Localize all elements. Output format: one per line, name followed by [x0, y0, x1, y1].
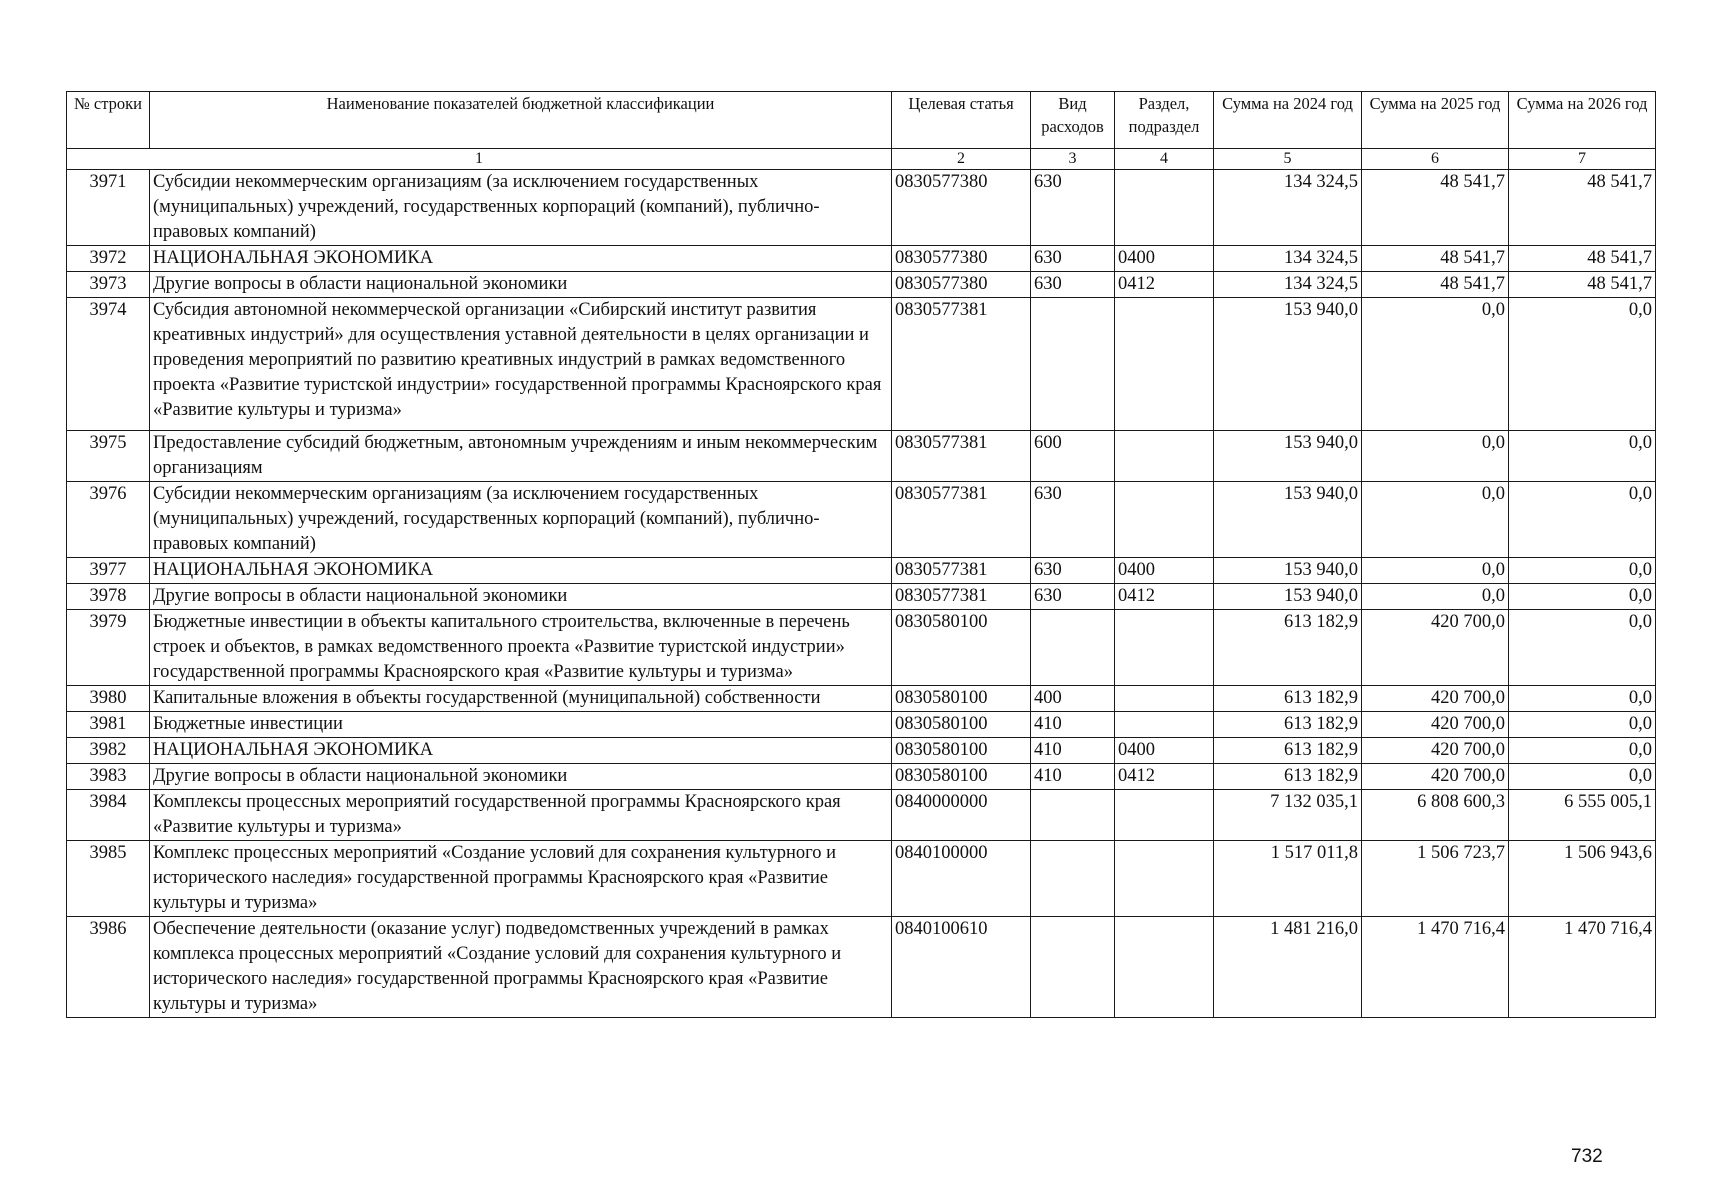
sum-2026-cell: 48 541,7 [1509, 170, 1656, 246]
section-cell: 0412 [1115, 584, 1214, 610]
row-number-cell: 3972 [67, 246, 150, 272]
sum-2024-cell: 7 132 035,1 [1214, 790, 1362, 841]
row-number-cell: 3973 [67, 272, 150, 298]
sum-2026-cell: 0,0 [1509, 558, 1656, 584]
indicator-name-cell: Комплексы процессных мероприятий государственной программы Красноярского края «Развитие культуры и туризма» [150, 790, 892, 841]
section-cell: 0400 [1115, 246, 1214, 272]
indicator-name-cell: Комплекс процессных мероприятий «Создание условий для сохранения культурного и исторического наследия» государственной программы Красноярского края «Развитие культуры и туризма» [150, 841, 892, 917]
sum-2024-cell: 613 182,9 [1214, 738, 1362, 764]
sum-2024-cell: 1 517 011,8 [1214, 841, 1362, 917]
column-number-7: 7 [1509, 149, 1656, 170]
row-number-cell: 3978 [67, 584, 150, 610]
sum-2024-cell: 1 481 216,0 [1214, 917, 1362, 1018]
sum-2025-cell: 1 506 723,7 [1362, 841, 1509, 917]
row-number-cell: 3981 [67, 712, 150, 738]
sum-2026-cell: 0,0 [1509, 610, 1656, 686]
section-cell: 0412 [1115, 764, 1214, 790]
column-number-4: 4 [1115, 149, 1214, 170]
indicator-name-cell: Субсидии некоммерческим организациям (за исключением государственных (муниципальных) учреждений, государственных корпораций (компаний), публично-правовых компаний) [150, 482, 892, 558]
table-row [67, 764, 1656, 790]
indicator-name-cell: Обеспечение деятельности (оказание услуг) подведомственных учреждений в рамках комплекса процессных мероприятий «Создание условий для сохранения культурного и исторического наследия» государственной программы Красноярского края «Развитие культуры и туризма» [150, 917, 892, 1018]
indicator-name-cell: Бюджетные инвестиции [150, 712, 892, 738]
row-number-cell: 3983 [67, 764, 150, 790]
section-cell [1115, 686, 1214, 712]
sum-2026-cell: 0,0 [1509, 686, 1656, 712]
section-cell [1115, 482, 1214, 558]
indicator-name-cell: Другие вопросы в области национальной экономики [150, 764, 892, 790]
column-number-3: 3 [1031, 149, 1115, 170]
table-row [67, 712, 1656, 738]
target-article-cell: 0840100610 [892, 917, 1031, 1018]
header-name: Наименование показателей бюджетной классификации [150, 92, 892, 149]
sum-2024-cell: 134 324,5 [1214, 170, 1362, 246]
sum-2024-cell: 153 940,0 [1214, 482, 1362, 558]
row-number-cell: 3975 [67, 431, 150, 482]
table-row [67, 917, 1656, 1018]
sum-2026-cell: 0,0 [1509, 584, 1656, 610]
table-row [67, 298, 1656, 431]
indicator-name-cell: НАЦИОНАЛЬНАЯ ЭКОНОМИКА [150, 558, 892, 584]
sum-2024-cell: 613 182,9 [1214, 712, 1362, 738]
table-row [67, 841, 1656, 917]
sum-2025-cell: 0,0 [1362, 482, 1509, 558]
header-sum-2024: Сумма на 2024 год [1214, 92, 1362, 149]
row-number-cell: 3986 [67, 917, 150, 1018]
section-cell [1115, 431, 1214, 482]
sum-2025-cell: 0,0 [1362, 431, 1509, 482]
indicator-name-cell: Бюджетные инвестиции в объекты капитального строительства, включенные в перечень строек и объектов, в рамках ведомственного проекта «Развитие туристской индустрии» государственной программы Красноярского края «Развитие культуры и туризма» [150, 610, 892, 686]
section-cell [1115, 712, 1214, 738]
sum-2025-cell: 0,0 [1362, 298, 1509, 431]
target-article-cell: 0830577381 [892, 482, 1031, 558]
sum-2025-cell: 420 700,0 [1362, 764, 1509, 790]
sum-2024-cell: 613 182,9 [1214, 610, 1362, 686]
indicator-name-cell: Другие вопросы в области национальной экономики [150, 584, 892, 610]
column-number-1: 1 [67, 149, 892, 170]
expense-type-cell [1031, 790, 1115, 841]
expense-type-cell [1031, 841, 1115, 917]
target-article-cell: 0830580100 [892, 738, 1031, 764]
sum-2024-cell: 153 940,0 [1214, 298, 1362, 431]
expense-type-cell [1031, 298, 1115, 431]
table-row [67, 272, 1656, 298]
table-row [67, 790, 1656, 841]
target-article-cell: 0830577381 [892, 584, 1031, 610]
section-cell: 0400 [1115, 738, 1214, 764]
expense-type-cell [1031, 610, 1115, 686]
sum-2024-cell: 153 940,0 [1214, 431, 1362, 482]
expense-type-cell: 630 [1031, 558, 1115, 584]
section-cell [1115, 841, 1214, 917]
row-number-cell: 3976 [67, 482, 150, 558]
sum-2025-cell: 48 541,7 [1362, 272, 1509, 298]
sum-2026-cell: 0,0 [1509, 431, 1656, 482]
sum-2024-cell: 153 940,0 [1214, 558, 1362, 584]
row-number-cell: 3974 [67, 298, 150, 431]
expense-type-cell [1031, 917, 1115, 1018]
sum-2026-cell: 0,0 [1509, 738, 1656, 764]
target-article-cell: 0840000000 [892, 790, 1031, 841]
sum-2026-cell: 0,0 [1509, 764, 1656, 790]
table-row [67, 738, 1656, 764]
target-article-cell: 0830580100 [892, 610, 1031, 686]
sum-2024-cell: 134 324,5 [1214, 272, 1362, 298]
header-expense-type: Вид расходов [1031, 92, 1115, 149]
target-article-cell: 0830580100 [892, 764, 1031, 790]
target-article-cell: 0830577381 [892, 558, 1031, 584]
header-sum-2025: Сумма на 2025 год [1362, 92, 1509, 149]
sum-2025-cell: 420 700,0 [1362, 738, 1509, 764]
section-cell [1115, 170, 1214, 246]
section-cell [1115, 610, 1214, 686]
indicator-name-cell: НАЦИОНАЛЬНАЯ ЭКОНОМИКА [150, 246, 892, 272]
expense-type-cell: 410 [1031, 738, 1115, 764]
sum-2026-cell: 0,0 [1509, 298, 1656, 431]
sum-2025-cell: 1 470 716,4 [1362, 917, 1509, 1018]
header-row-number: № строки [67, 92, 150, 149]
target-article-cell: 0840100000 [892, 841, 1031, 917]
table-body [67, 170, 1656, 1018]
table-row [67, 584, 1656, 610]
target-article-cell: 0830580100 [892, 712, 1031, 738]
sum-2024-cell: 153 940,0 [1214, 584, 1362, 610]
indicator-name-cell: Субсидии некоммерческим организациям (за исключением государственных (муниципальных) учреждений, государственных корпораций (компаний), публично-правовых компаний) [150, 170, 892, 246]
table-row [67, 610, 1656, 686]
sum-2025-cell: 48 541,7 [1362, 170, 1509, 246]
indicator-name-cell: Предоставление субсидий бюджетным, автономным учреждениям и иным некоммерческим организациям [150, 431, 892, 482]
target-article-cell: 0830577380 [892, 170, 1031, 246]
table-row [67, 431, 1656, 482]
section-cell: 0412 [1115, 272, 1214, 298]
indicator-name-cell: НАЦИОНАЛЬНАЯ ЭКОНОМИКА [150, 738, 892, 764]
expense-type-cell: 600 [1031, 431, 1115, 482]
sum-2026-cell: 1 506 943,6 [1509, 841, 1656, 917]
row-number-cell: 3984 [67, 790, 150, 841]
row-number-cell: 3980 [67, 686, 150, 712]
table-row [67, 246, 1656, 272]
row-number-cell: 3977 [67, 558, 150, 584]
row-number-cell: 3985 [67, 841, 150, 917]
row-number-cell: 3982 [67, 738, 150, 764]
sum-2025-cell: 0,0 [1362, 558, 1509, 584]
sum-2026-cell: 1 470 716,4 [1509, 917, 1656, 1018]
expense-type-cell: 410 [1031, 712, 1115, 738]
sum-2024-cell: 134 324,5 [1214, 246, 1362, 272]
target-article-cell: 0830577380 [892, 246, 1031, 272]
sum-2025-cell: 420 700,0 [1362, 712, 1509, 738]
sum-2024-cell: 613 182,9 [1214, 686, 1362, 712]
sum-2026-cell: 0,0 [1509, 482, 1656, 558]
indicator-name-cell: Субсидия автономной некоммерческой организации «Сибирский институт развития креативных индустрий» для осуществления уставной деятельности в целях организации и проведения мероприятий по развитию креативных индустрий в рамках ведомственного проекта «Развитие туристской индустрии» государственной программы Красноярского края «Развитие культуры и туризма» [150, 298, 892, 431]
indicator-name-cell: Другие вопросы в области национальной экономики [150, 272, 892, 298]
expense-type-cell: 410 [1031, 764, 1115, 790]
row-number-cell: 3979 [67, 610, 150, 686]
section-cell [1115, 917, 1214, 1018]
target-article-cell: 0830577381 [892, 431, 1031, 482]
sum-2025-cell: 420 700,0 [1362, 610, 1509, 686]
sum-2025-cell: 0,0 [1362, 584, 1509, 610]
sum-2026-cell: 48 541,7 [1509, 272, 1656, 298]
header-section: Раздел, подраздел [1115, 92, 1214, 149]
sum-2026-cell: 6 555 005,1 [1509, 790, 1656, 841]
section-cell [1115, 298, 1214, 431]
header-sum-2026: Сумма на 2026 год [1509, 92, 1656, 149]
sum-2024-cell: 613 182,9 [1214, 764, 1362, 790]
indicator-name-cell: Капитальные вложения в объекты государственной (муниципальной) собственности [150, 686, 892, 712]
column-number-2: 2 [892, 149, 1031, 170]
expense-type-cell: 630 [1031, 482, 1115, 558]
expense-type-cell: 630 [1031, 272, 1115, 298]
expense-type-cell: 400 [1031, 686, 1115, 712]
table-row [67, 558, 1656, 584]
section-cell: 0400 [1115, 558, 1214, 584]
row-number-cell: 3971 [67, 170, 150, 246]
column-number-6: 6 [1362, 149, 1509, 170]
target-article-cell: 0830580100 [892, 686, 1031, 712]
expense-type-cell: 630 [1031, 170, 1115, 246]
sum-2025-cell: 6 808 600,3 [1362, 790, 1509, 841]
budget-table [66, 91, 1656, 1018]
target-article-cell: 0830577380 [892, 272, 1031, 298]
header-target-article: Целевая статья [892, 92, 1031, 149]
table-row [67, 170, 1656, 246]
column-number-5: 5 [1214, 149, 1362, 170]
expense-type-cell: 630 [1031, 584, 1115, 610]
sum-2025-cell: 420 700,0 [1362, 686, 1509, 712]
page-number: 732 [1571, 1146, 1603, 1167]
section-cell [1115, 790, 1214, 841]
sum-2026-cell: 0,0 [1509, 712, 1656, 738]
expense-type-cell: 630 [1031, 246, 1115, 272]
target-article-cell: 0830577381 [892, 298, 1031, 431]
sum-2026-cell: 48 541,7 [1509, 246, 1656, 272]
sum-2025-cell: 48 541,7 [1362, 246, 1509, 272]
table-row [67, 482, 1656, 558]
table-header [67, 92, 1656, 170]
table-row [67, 686, 1656, 712]
